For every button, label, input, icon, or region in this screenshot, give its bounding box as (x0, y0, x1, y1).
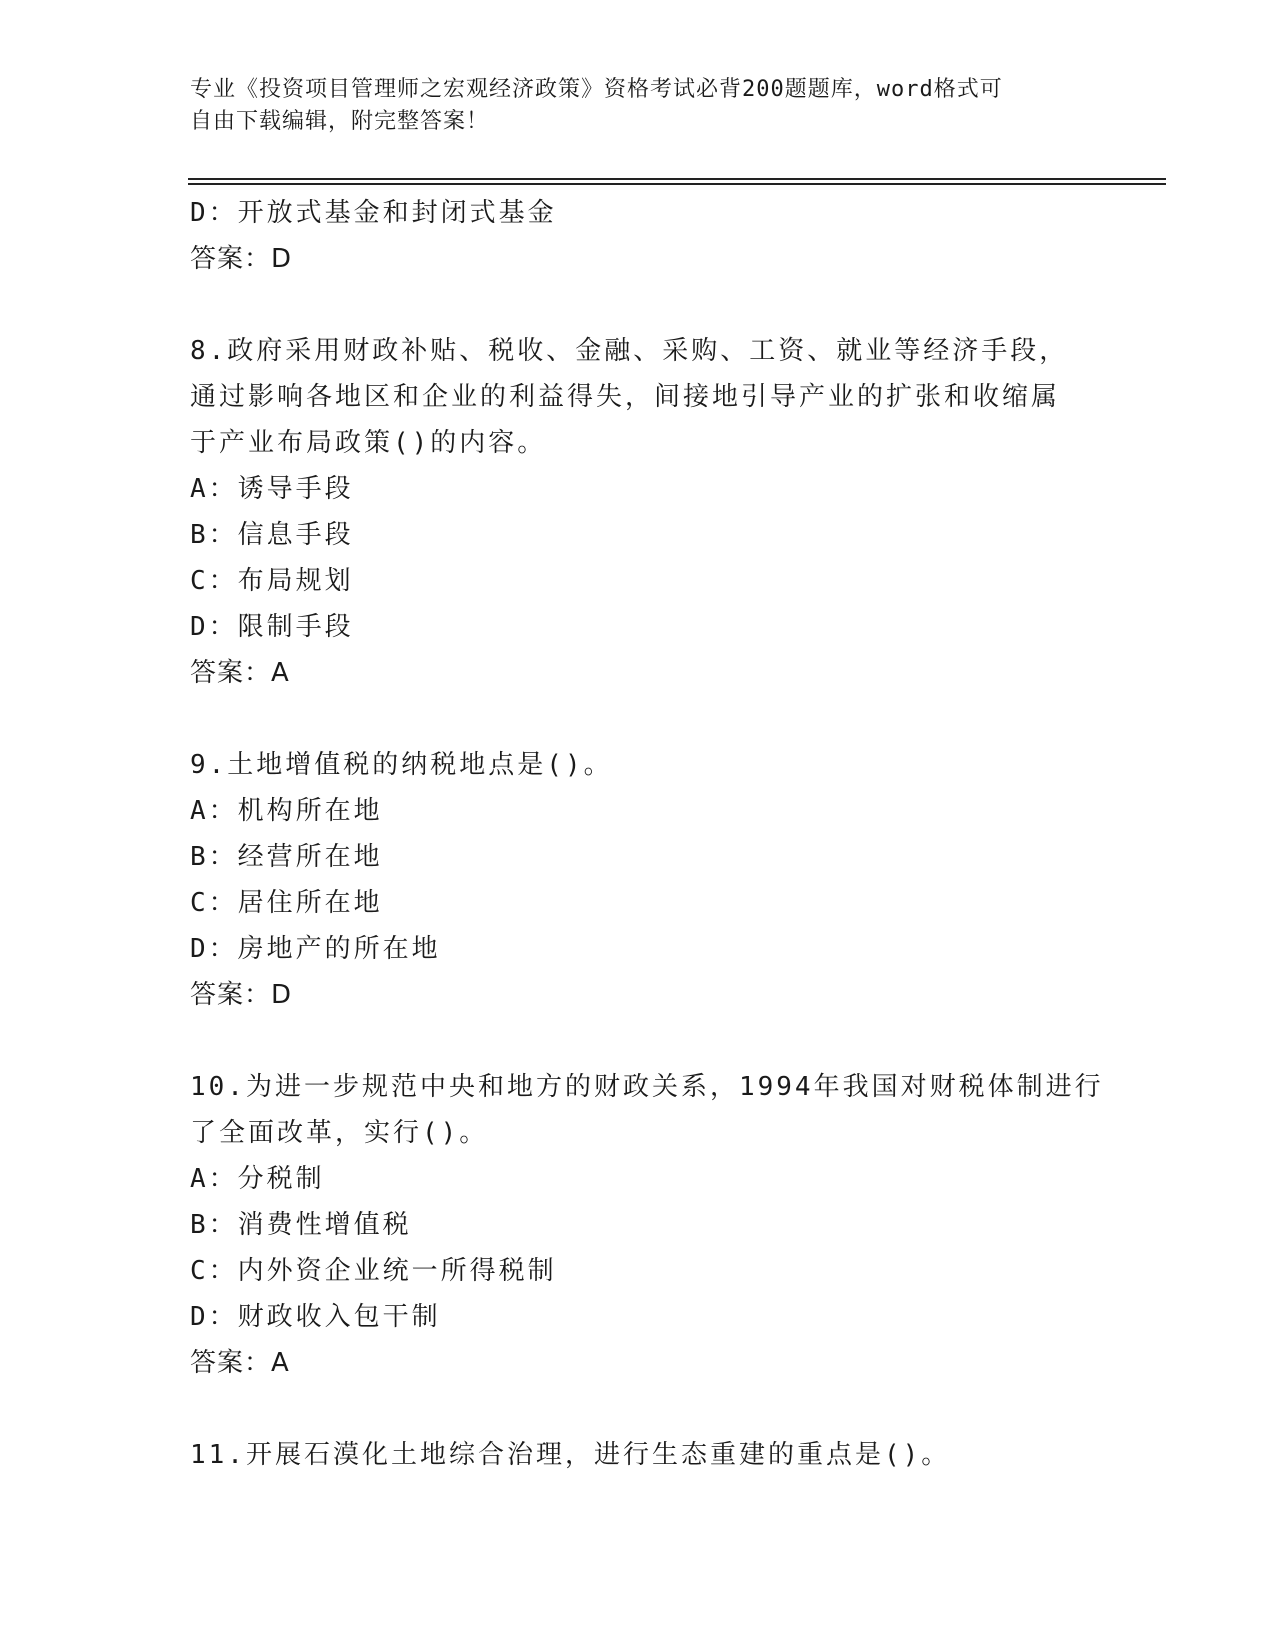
option-a: A：机构所在地 (190, 796, 383, 826)
question-stem: 11.开展石漠化土地综合治理，进行生态重建的重点是()。 (190, 1440, 951, 1470)
option-a: A：分税制 (190, 1164, 325, 1194)
spacer (190, 1386, 1090, 1432)
question-stem: 于产业布局政策()的内容。 (190, 428, 547, 458)
question-content (190, 190, 1104, 1478)
header-line-1: 专业《投资项目管理师之宏观经济政策》资格考试必背200题题库，word格式可 (190, 77, 1003, 102)
option-c: C：内外资企业统一所得税制 (190, 1256, 557, 1286)
question-11 (190, 1432, 1090, 1478)
option-b: B：信息手段 (190, 520, 354, 550)
answer: 答案：D (190, 244, 293, 274)
option-d: D：财政收入包干制 (190, 1302, 441, 1332)
option-d: D：开放式基金和封闭式基金 (190, 198, 557, 228)
option-b: B：经营所在地 (190, 842, 383, 872)
document-header (190, 74, 1090, 138)
question-8 (190, 328, 1090, 696)
question-stem: 9.土地增值税的纳税地点是()。 (190, 750, 613, 780)
previous-question (190, 190, 1090, 282)
option-d: D：房地产的所在地 (190, 934, 441, 964)
spacer (190, 282, 1090, 328)
header-line-2: 自由下载编辑，附完整答案！ (190, 109, 490, 134)
question-stem: 通过影响各地区和企业的利益得失，间接地引导产业的扩张和收缩属 (190, 382, 1061, 412)
header-divider-bottom (188, 183, 1166, 185)
spacer (190, 1018, 1090, 1064)
spacer (190, 696, 1090, 742)
answer: 答案：A (190, 1348, 290, 1378)
question-10 (190, 1064, 1104, 1386)
option-c: C：居住所在地 (190, 888, 383, 918)
option-b: B：消费性增值税 (190, 1210, 412, 1240)
question-stem: 了全面改革，实行()。 (190, 1118, 489, 1148)
answer: 答案：D (190, 980, 293, 1010)
answer: 答案：A (190, 658, 290, 688)
question-9 (190, 742, 1090, 1018)
question-stem: 8.政府采用财政补贴、税收、金融、采购、工资、就业等经济手段， (190, 336, 1069, 366)
question-stem: 10.为进一步规范中央和地方的财政关系，1994年我国对财税体制进行 (190, 1072, 1104, 1102)
option-c: C：布局规划 (190, 566, 354, 596)
option-a: A：诱导手段 (190, 474, 354, 504)
option-d: D：限制手段 (190, 612, 354, 642)
header-divider-top (188, 178, 1166, 180)
